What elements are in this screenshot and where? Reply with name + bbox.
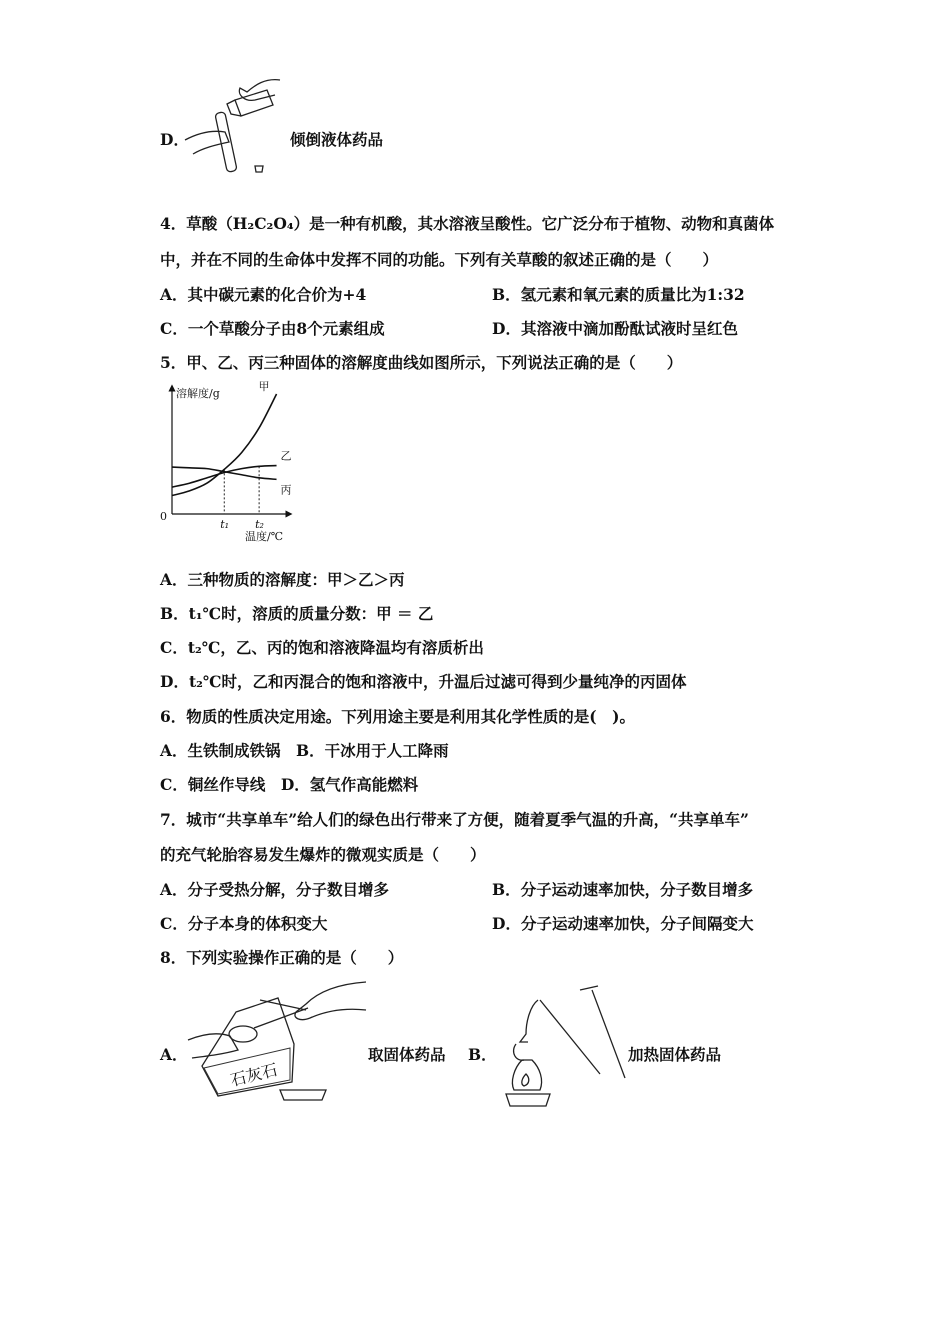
q6-options-row1: A．生铁制成铁锅 B．干冰用于人工降雨	[160, 741, 449, 760]
q6-stem: 6．物质的性质决定用途。下列用途主要是利用其化学性质的是( )。	[160, 707, 635, 726]
series-label-1: 甲	[258, 380, 270, 393]
q4-option-c: C．一个草酸分子由8个元素组成	[160, 319, 385, 338]
q5-option-b: B．t₁℃时，溶质的质量分数：甲 ＝ 乙	[160, 604, 434, 623]
q7-option-a: A．分子受热分解，分子数目增多	[160, 880, 390, 899]
q3-option-d-caption: 倾倒液体药品	[290, 130, 384, 149]
q7-option-c: C．分子本身的体积变大	[160, 914, 328, 933]
solubility-chart	[155, 380, 305, 545]
series-line-1	[172, 394, 277, 496]
q4-stem-line1: 4．草酸（H₂C₂O₄）是一种有机酸，其水溶液呈酸性。它广泛分布于植物、动物和真菌体	[160, 214, 775, 233]
q5-option-d: D．t₂℃时，乙和丙混合的饱和溶液中，升温后过滤可得到少量纯净的丙固体	[160, 672, 687, 691]
x-tick-label: t₂	[255, 518, 264, 531]
q5-option-c: C．t₂℃，乙、丙的饱和溶液降温均有溶质析出	[160, 638, 484, 657]
q5-stem: 5．甲、乙、丙三种固体的溶解度曲线如图所示，下列说法正确的是（ ）	[160, 353, 683, 372]
bottle-label: 石灰石	[228, 1060, 280, 1091]
q7-option-b: B．分子运动速率加快，分子数目增多	[492, 880, 754, 899]
q7-option-d: D．分子运动速率加快，分子间隔变大	[492, 914, 754, 933]
q8-stem: 8．下列实验操作正确的是（ ）	[160, 948, 404, 967]
q7-stem-line2: 的充气轮胎容易发生爆炸的微观实质是（ ）	[160, 845, 486, 864]
y-axis-label: 溶解度/g	[176, 387, 220, 400]
q5-option-a: A．三种物质的溶解度：甲＞乙＞丙	[160, 570, 405, 589]
series-label-3: 丙	[280, 483, 292, 497]
x-axis-label: 温度/℃	[245, 530, 284, 543]
heat-solid-illustration	[500, 982, 630, 1112]
take-solid-illustration	[188, 978, 368, 1110]
q8-option-a-caption: 取固体药品	[368, 1045, 446, 1064]
q8-option-b-label: B．	[468, 1045, 497, 1064]
q4-option-b: B．氢元素和氧元素的质量比为1:32	[492, 285, 745, 304]
q6-options-row2: C．铜丝作导线 D．氢气作高能燃料	[160, 775, 419, 794]
series-label-2: 乙	[280, 449, 292, 463]
x-tick-label: t₁	[220, 518, 230, 531]
origin-label: 0	[160, 510, 167, 523]
q3-option-d-label: D．	[160, 130, 189, 149]
q4-stem-line2: 中，并在不同的生命体中发挥不同的功能。下列有关草酸的叙述正确的是（ ）	[160, 250, 719, 269]
pour-liquid-illustration	[185, 70, 295, 180]
q8-option-a-label: A．	[160, 1045, 188, 1064]
q8-option-b-caption: 加热固体药品	[628, 1045, 722, 1064]
q4-option-a: A．其中碳元素的化合价为+4	[160, 285, 367, 304]
q4-option-d: D．其溶液中滴加酚酞试液时呈红色	[492, 319, 738, 338]
q7-stem-line1: 7．城市“共享单车”给人们的绿色出行带来了方便，随着夏季气温的升高，“共享单车”	[160, 810, 749, 829]
